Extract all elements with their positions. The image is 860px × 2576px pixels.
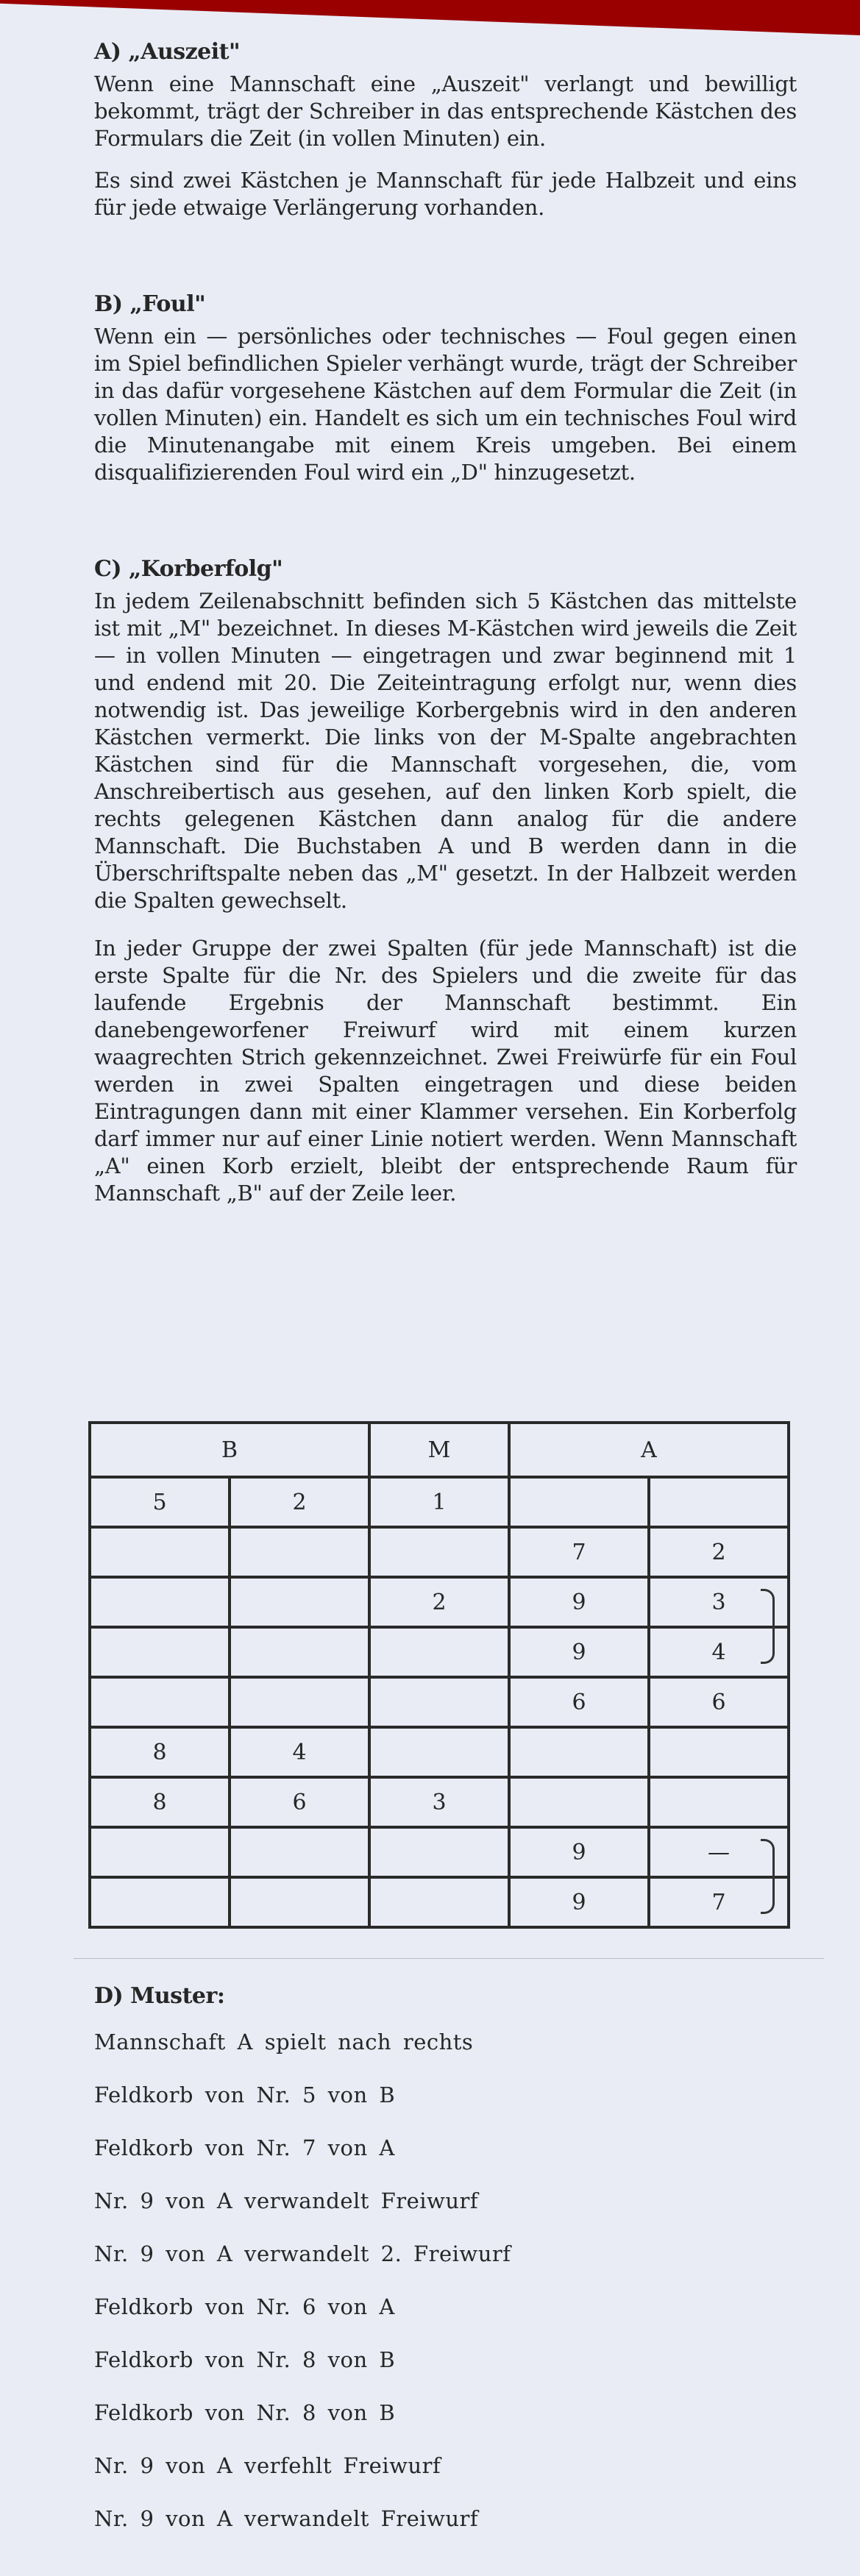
paragraph: In jeder Gruppe der zwei Spalten (für jede Mannschaft) ist die erste Spalte für die Nr. des Spielers und die zweite für das laufende Ergebnis der Mannschaft bestimmt. Ein danebengeworfener Freiwurf wird mit einem kurzen waagrechten Strich gekennzeichnet. Zwei Freiwürfe für ein Foul werden in zwei Spalten eingetragen und diese beiden Eintragungen dann mit einer Klammer versehen. Ein Korberfolg darf immer nur auf einer Linie notiert werden. Wenn Mannschaft „A" einen Korb erzielt, bleibt der entsprechende Raum für Mannschaft „B" auf der Zeile leer. [94,936,797,1206]
paragraph: Wenn eine Mannschaft eine „Auszeit" verlangt und bewilligt bekommt, trägt der Schreiber in das entsprechende Kästchen des Formulars die Zeit (in vollen Minuten) ein. [94,71,797,151]
paragraph: In jedem Zeilenabschnitt befinden sich 5 Kästchen das mittelste ist mit „M" bezeichnet. In dieses M-Kästchen wird jeweils die Zeit — in vollen Minuten — eingetragen und zwar beginnend mit 1 und endend mit 20. Die Zeiteintragung erfolgt nur, wenn dies notwendig ist. Das jeweilige Korbergebnis wird in den anderen Kästchen vermerkt. Die links von der M-Spalte angebrachten Kästchen sind für die Mannschaft vorgesehen, die, vom Anschreibertisch aus gesehen, auf den linken Korb spielt, die rechts gelegenen Kästchen dann analog für die andere Mannschaft. Die Buchstaben A und B werden dann in die Überschriftspalte neben das „M" gesetzt. In der Halbzeit werden die Spalten gewechselt. [94,588,797,913]
muster-item: Feldkorb von Nr. 8 von B [94,2400,396,2425]
cell-b-score [230,1677,369,1727]
table-row [90,1777,789,1827]
cell-a-player-nr: 9 [509,1627,649,1677]
cell-minute: 1 [369,1477,509,1527]
cell-a-player-nr: 9 [509,1827,649,1877]
cell-minute [369,1627,509,1677]
cell-a-score [649,1477,789,1527]
header-team-a: A [509,1423,789,1477]
header-team-b: B [90,1423,369,1477]
muster-item: Mannschaft A spielt nach rechts [94,2029,474,2054]
muster-item: Nr. 9 von A verfehlt Freiwurf [94,2453,441,2478]
cell-a-score: 2 [649,1527,789,1577]
section-korberfolg [94,555,797,1207]
cell-b-score: 2 [230,1477,369,1527]
cell-minute [369,1877,509,1927]
cell-a-score [649,1727,789,1777]
cell-b-player-nr: 8 [90,1777,230,1827]
section-auszeit [94,38,797,221]
table-row [90,1877,789,1927]
paragraph: Es sind zwei Kästchen je Mannschaft für jede Halbzeit und eins für jede etwaige Verlängerung vorhanden. [94,168,797,220]
cell-b-score [230,1527,369,1577]
table-row [90,1827,789,1877]
paragraph: Wenn ein — persönliches oder technisches — Foul gegen einen im Spiel befindlichen Spieler verhängt wurde, trägt der Schreiber in das dafür vorgesehene Kästchen auf dem Formular die Zeit (in vollen Minuten) ein. Handelt es sich um ein technisches Foul wird die Minutenangabe mit einem Kreis umgeben. Bei einem disqualifizierenden Foul wird ein „D" hinzugesetzt. [94,324,797,485]
cell-b-player-nr [90,1577,230,1627]
table-row [90,1677,789,1727]
cell-minute: 2 [369,1577,509,1627]
cell-a-player-nr: 9 [509,1877,649,1927]
cell-a-player-nr [509,1477,649,1527]
cell-minute [369,1827,509,1877]
cell-b-player-nr: 8 [90,1727,230,1777]
cell-b-player-nr [90,1527,230,1577]
score-sheet-table [88,1421,790,1929]
cell-b-player-nr [90,1627,230,1677]
cell-b-player-nr [90,1877,230,1927]
cell-a-player-nr: 7 [509,1527,649,1577]
red-header-banner [0,0,860,35]
table-row [90,1477,789,1527]
section-foul [94,291,797,486]
header-minute: M [369,1423,509,1477]
cell-b-player-nr [90,1677,230,1727]
table-row [90,1577,789,1627]
cell-minute [369,1677,509,1727]
cell-b-score [230,1877,369,1927]
section-muster [94,1982,756,2558]
section-heading-korberfolg: C) „Korberfolg" [94,556,283,582]
cell-b-score: 6 [230,1777,369,1827]
cell-b-score [230,1577,369,1627]
muster-item: Nr. 9 von A verwandelt Freiwurf [94,2188,479,2213]
cell-minute [369,1727,509,1777]
cell-a-player-nr [509,1727,649,1777]
muster-item: Feldkorb von Nr. 5 von B [94,2082,396,2107]
cell-minute [369,1527,509,1577]
cell-a-player-nr: 6 [509,1677,649,1727]
cell-b-score [230,1627,369,1677]
divider [74,1958,824,1959]
muster-item: Feldkorb von Nr. 8 von B [94,2347,396,2372]
muster-item: Feldkorb von Nr. 7 von A [94,2135,395,2160]
cell-a-score: 3 [649,1577,789,1627]
cell-b-player-nr: 5 [90,1477,230,1527]
muster-list [94,2029,756,2558]
table-row [90,1627,789,1677]
cell-a-score: 6 [649,1677,789,1727]
section-heading-foul: B) „Foul" [94,291,206,317]
cell-a-score [649,1777,789,1827]
cell-a-score: 7 [649,1877,789,1927]
cell-a-score: 4 [649,1627,789,1677]
table-row [90,1527,789,1577]
table-header-row [90,1423,789,1477]
cell-a-score: — [649,1827,789,1877]
cell-b-score [230,1827,369,1877]
cell-minute: 3 [369,1777,509,1827]
section-heading-muster: D) Muster: [94,1983,225,2009]
bracket-icon [761,1839,775,1914]
cell-a-player-nr [509,1777,649,1827]
cell-a-player-nr: 9 [509,1577,649,1627]
muster-item: Nr. 9 von A verwandelt 2. Freiwurf [94,2241,511,2266]
cell-b-score: 4 [230,1727,369,1777]
bracket-icon [761,1589,775,1664]
section-heading-auszeit: A) „Auszeit" [94,39,241,65]
table-row [90,1727,789,1777]
cell-b-player-nr [90,1827,230,1877]
muster-item: Feldkorb von Nr. 6 von A [94,2294,395,2319]
muster-item: Nr. 9 von A verwandelt Freiwurf [94,2506,479,2531]
